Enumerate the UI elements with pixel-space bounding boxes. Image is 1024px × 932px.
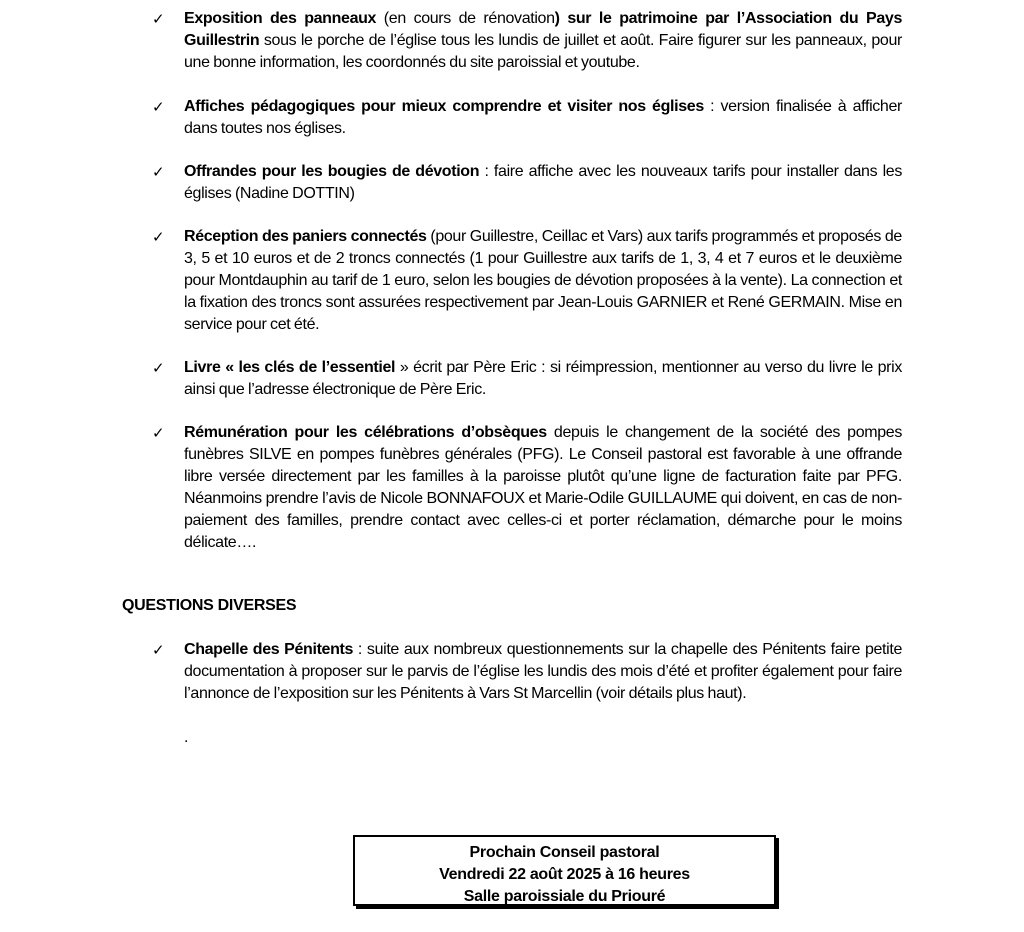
item-body: » écrit par Père Eric : si réimpression, mentionner au verso du livre le prix ainsi que l’adresse électronique de Père Eric.: [184, 359, 902, 398]
item-title: Affiches pédagogiques pour mieux comprendre et visiter nos églises: [184, 98, 704, 115]
item-text: [184, 96, 902, 140]
item-body: : version finalisée à afficher dans toutes nos églises.: [184, 98, 902, 137]
item-title: Offrandes pour les bougies de dévotion: [184, 163, 480, 180]
stray-dot: .: [184, 729, 189, 746]
next-meeting-box: [353, 835, 776, 906]
checkmark-icon: ✓: [152, 641, 165, 659]
item-title: Rémunération pour les célébrations d’obsèques: [184, 424, 547, 441]
item-body: depuis le changement de la société des pompes funèbres SILVE en pompes funèbres générales (PFG). Le Conseil pastoral est favorable à une offrande libre versée directement par les familles à la paroisse plutôt qu’une ligne de facturation faite par PFG. Néanmoins prendre l’avis de Nicole BONNAFOUX et Marie-Odile GUILLAUME qui doivent, en cas de non-paiement des familles, prendre contact avec celles-ci et porter réclamation, démarche pour le moins délicate….: [184, 424, 902, 551]
item-body: : faire affiche avec les nouveaux tarifs pour installer dans les églises (Nadine DOTTIN): [184, 163, 902, 202]
checkmark-icon: ✓: [152, 98, 165, 116]
checkmark-icon: ✓: [152, 424, 165, 442]
checkmark-icon: ✓: [152, 163, 165, 181]
item-title: Exposition des panneaux: [184, 10, 377, 27]
item-title-continued: ) sur le patrimoine par l’Association du Pays Guillestrin: [184, 10, 902, 49]
item-title: Réception des paniers connectés: [184, 228, 427, 245]
item-text: [184, 8, 902, 74]
item-text: [184, 226, 902, 336]
next-meeting-date: Vendredi 22 août 2025 à 16 heures: [439, 866, 690, 883]
item-body: : suite aux nombreux questionnements sur la chapelle des Pénitents faire petite documentation à proposer sur le parvis de l’église les lundis des mois d’été et profiter également pour faire l’annonce de l’exposition sur les Pénitents à Vars St Marcellin (voir détails plus haut).: [184, 641, 902, 702]
item-title: Livre « les clés de l’essentiel: [184, 359, 396, 376]
next-meeting-location: Salle paroissiale du Priouré: [463, 888, 666, 905]
item-title: Chapelle des Pénitents: [184, 641, 354, 658]
checkmark-icon: ✓: [152, 10, 165, 28]
next-meeting-title: Prochain Conseil pastoral: [469, 844, 660, 861]
item-text: [184, 161, 902, 205]
item-text: [184, 639, 902, 705]
item-body: (pour Guillestre, Ceillac et Vars) aux tarifs programmés et proposés de 3, 5 et 10 euros et de 2 troncs connectés (1 pour Guillestre aux tarifs de 1, 3, 4 et 7 euros et le deuxième pour Montdauphin au tarif de 1 euro, selon les bougies de dévotion proposées à la vente). La connection et la fixation des troncs sont assurées respectivement par Jean-Louis GARNIER et René GERMAIN. Mise en service pour cet été.: [184, 228, 902, 333]
section-heading-questions-diverses: QUESTIONS DIVERSES: [122, 597, 297, 614]
item-text: [184, 422, 902, 554]
checkmark-icon: ✓: [152, 359, 165, 377]
item-text: [184, 357, 902, 401]
checkmark-icon: ✓: [152, 228, 165, 246]
item-body: (en cours de rénovation: [376, 10, 555, 27]
item-body-continued: sous le porche de l’église tous les lundis de juillet et août. Faire figurer sur les panneaux, pour une bonne information, les coordonnés du site paroissial et youtube.: [184, 32, 902, 71]
